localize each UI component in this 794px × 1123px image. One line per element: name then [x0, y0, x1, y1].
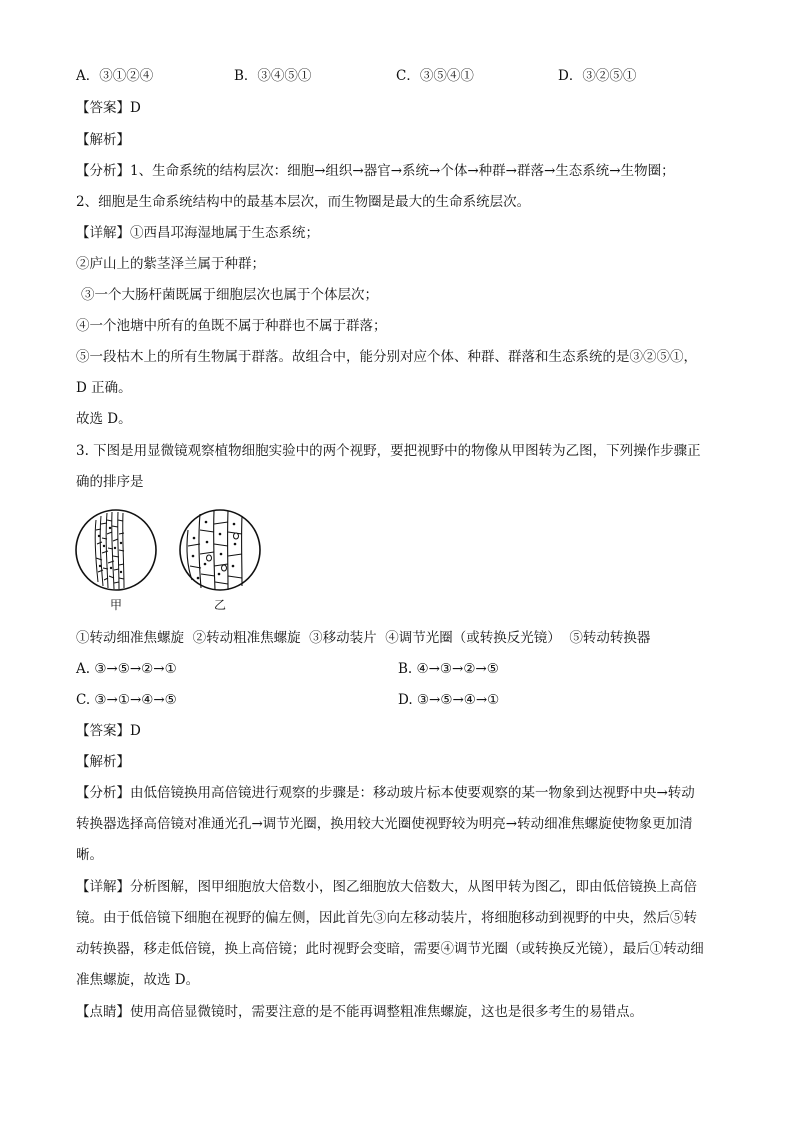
q3-option-a: A. ③→⑤→②→① [76, 661, 177, 677]
q2-option-b: B．③④⑤① [234, 68, 312, 84]
q3-detail-line-1: 【详解】分析图解，图甲细胞放大倍数小，图乙细胞放大倍数大，从图甲转为图乙，即由低倍镜换上高倍 [76, 879, 697, 895]
q2-detail-line-2: ②庐山上的紫茎泽兰属于种群； [76, 256, 265, 272]
q3-fenxi-line-1: 【分析】由低倍镜换用高倍镜进行观察的步骤是：移动玻片标本使要观察的某一物象到达视野中央→转动 [76, 785, 695, 801]
q3-option-d: D. ③→⑤→④→① [398, 692, 500, 708]
q3-tip: 【点睛】使用高倍显微镜时，需要注意的是不能再调整粗准焦螺旋，这也是很多考生的易错点。 [76, 1004, 643, 1020]
q2-detail-line-4: ④一个池塘中所有的鱼既不属于种群也不属于群落； [76, 318, 387, 334]
q3-answer: 【答案】D [76, 723, 141, 739]
view-jia [76, 510, 156, 590]
q3-fenxi-line-3: 晰。 [76, 847, 103, 863]
q2-conclusion: 故选 D。 [76, 411, 132, 427]
microscope-views-svg [74, 508, 284, 618]
q2-fenxi-line-2: 2、细胞是生命系统结构中的最基本层次，而生物圈是最大的生命系统层次。 [76, 194, 531, 210]
q2-detail-line-3: ③一个大肠杆菌既属于细胞层次也属于个体层次； [81, 287, 378, 303]
microscope-figure [74, 508, 284, 618]
fig-label-jia: 甲 [110, 598, 123, 612]
q3-option-b: B. ④→③→②→⑤ [398, 661, 499, 677]
q3-option-c: C. ③→①→④→⑤ [76, 692, 177, 708]
q2-analysis-title: 【解析】 [76, 132, 130, 148]
q3-steps: ①转动细准焦螺旋 ②转动粗准焦螺旋 ③移动装片 ④调节光圈（或转换反光镜） ⑤转动转换器 [76, 630, 651, 646]
q2-detail-line-6: D 正确。 [76, 380, 132, 396]
q2-option-a: A．③①②④ [76, 68, 154, 84]
q2-option-c: C．③⑤④① [396, 68, 474, 84]
q3-detail-line-3: 动转换器，移走低倍镜，换上高倍镜；此时视野会变暗，需要④调节光圈（或转换反光镜），最后①转动细 [76, 941, 704, 957]
q2-fenxi-line-1: 【分析】1、生命系统的结构层次：细胞→组织→器官→系统→个体→种群→群落→生态系统→生物圈； [76, 163, 675, 179]
q3-stem-line-1: 3. 下图是用显微镜观察植物细胞实验中的两个视野，要把视野中的物像从甲图转为乙图，下列操作步骤正 [76, 443, 701, 459]
q2-detail-line-1: 【详解】①西昌邛海湿地属于生态系统； [76, 225, 319, 241]
fig-label-yi: 乙 [214, 598, 227, 612]
q3-fenxi-line-2: 转换器选择高倍镜对准通光孔→调节光圈，换用较大光圈使视野较为明亮→转动细准焦螺旋使物象更加清 [76, 816, 693, 832]
q3-detail-line-2: 镜。由于低倍镜下细胞在视野的偏左侧，因此首先③向左移动装片，将细胞移动到视野的中央，然后⑤转 [76, 910, 697, 926]
q2-detail-line-5: ⑤一段枯木上的所有生物属于群落。故组合中，能分别对应个体、种群、群落和生态系统的是③②⑤①， [76, 349, 697, 365]
view-yi [180, 510, 260, 590]
q2-answer: 【答案】D [76, 100, 141, 116]
q3-detail-line-4: 准焦螺旋，故选 D。 [76, 972, 200, 988]
q2-option-d: D．③②⑤① [558, 68, 637, 84]
q3-analysis-title: 【解析】 [76, 754, 130, 770]
q3-stem-line-2: 确的排序是 [76, 474, 144, 490]
